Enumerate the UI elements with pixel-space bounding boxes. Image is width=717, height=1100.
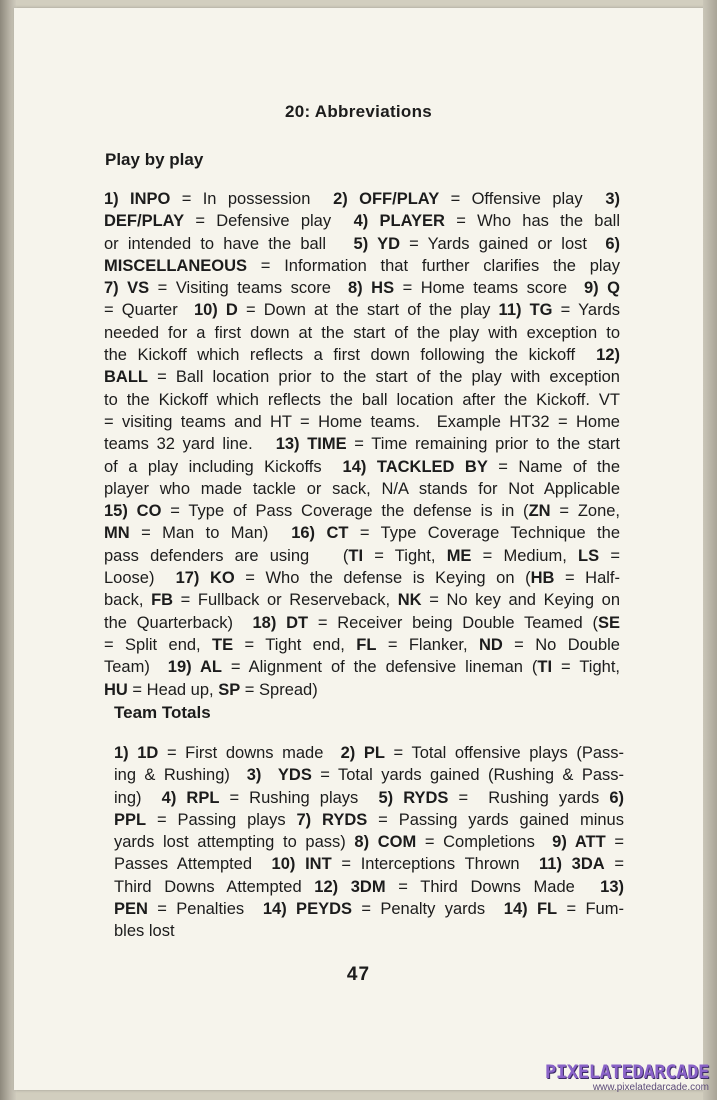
definition-text: = Total yards gained (Rushing & Pass- xyxy=(311,766,624,785)
abbreviation-term: 14) FL xyxy=(503,900,558,919)
abbreviation-term: MISCELLANEOUS xyxy=(104,256,248,275)
definition-text: = Head up, xyxy=(127,680,219,699)
text-line xyxy=(114,787,624,809)
definition-text: = Type Coverage Technique the xyxy=(348,524,620,543)
abbreviation-term: 5) RYDS xyxy=(378,788,449,807)
text-line xyxy=(114,764,624,786)
abbreviation-term: LS xyxy=(578,546,600,565)
definition-text: = Tight, xyxy=(363,546,447,565)
text-line xyxy=(104,344,620,366)
abbreviation-term: 19) AL xyxy=(167,658,222,677)
text-line xyxy=(114,809,624,831)
abbreviation-term: 2) OFF/PLAY xyxy=(333,190,440,208)
definition-text: = xyxy=(605,833,624,852)
abbreviation-term: 3) xyxy=(605,190,620,208)
abbreviation-term: TE xyxy=(212,635,234,654)
text-line xyxy=(104,634,620,656)
definition-text: = Time remaining prior to the start xyxy=(346,435,620,454)
definition-text: = xyxy=(599,546,620,565)
text-line xyxy=(104,188,620,210)
definition-text: = Offensive play xyxy=(439,190,606,208)
abbreviation-term: SE xyxy=(597,613,620,632)
abbreviation-term: 17) KO xyxy=(175,569,235,588)
definition-text: pass defenders are using ( xyxy=(104,546,349,565)
definition-text: = Rushing plays xyxy=(219,788,379,807)
text-line xyxy=(104,545,620,567)
text-line xyxy=(104,522,620,544)
text-line xyxy=(104,389,620,411)
text-line xyxy=(104,679,620,701)
abbreviation-term: 10) INT xyxy=(271,855,332,874)
section-heading-play-by-play: Play by play xyxy=(105,150,204,169)
watermark-logo-text: PIXELATEDARCADE xyxy=(544,1061,709,1083)
page-title: 20: Abbreviations xyxy=(284,102,433,121)
abbreviation-term: 14) TACKLED BY xyxy=(342,457,488,476)
definition-text: = Flanker, xyxy=(376,635,479,654)
definition-text: = Information that further clarifies the play xyxy=(247,256,620,275)
definition-text: = Interceptions Thrown xyxy=(331,855,539,874)
text-line xyxy=(104,233,620,255)
definition-text: = Zone, xyxy=(550,502,621,521)
definition-text: or intended to have the ball xyxy=(104,234,354,253)
abbreviation-term: 14) PEYDS xyxy=(262,900,352,919)
text-line xyxy=(104,456,620,478)
abbreviation-term: 16) CT xyxy=(291,524,349,543)
definition-text: = Ball location prior to the start of the play with exception xyxy=(148,368,620,387)
definition-text: teams 32 yard line. xyxy=(104,435,276,454)
abbreviation-term: PPL xyxy=(114,810,147,829)
definition-text: = Fullback or Reserveback, xyxy=(173,591,398,610)
definition-text: = In possession xyxy=(170,190,334,208)
play-by-play-paragraph xyxy=(104,188,620,701)
watermark xyxy=(519,1062,709,1094)
definition-text: = Completions xyxy=(416,833,553,852)
text-line xyxy=(114,920,624,942)
text-line xyxy=(104,411,620,433)
definition-text: = Who has the ball xyxy=(444,212,620,231)
definition-text: = Passing plays xyxy=(146,810,297,829)
definition-text: = Medium, xyxy=(471,546,579,565)
watermark-url: www.pixelatedarcade.com xyxy=(592,1082,709,1093)
abbreviation-term: 11) 3DA xyxy=(539,855,605,874)
text-line xyxy=(114,898,624,920)
abbreviation-term: 3) YDS xyxy=(246,766,312,785)
abbreviation-term: 4) RPL xyxy=(161,788,220,807)
definition-text: = Visiting teams score xyxy=(149,279,348,298)
abbreviation-term: 8) COM xyxy=(354,833,417,852)
abbreviation-term: 1) INPO xyxy=(104,190,171,208)
abbreviation-term: TI xyxy=(537,658,553,677)
abbreviation-term: 18) DT xyxy=(252,613,309,632)
definition-text: ing & Rushing) xyxy=(114,766,247,785)
text-line xyxy=(104,612,620,634)
definition-text: = Spread) xyxy=(240,680,318,699)
abbreviation-term: 5) YD xyxy=(353,234,400,253)
text-line xyxy=(104,478,620,500)
abbreviation-term: 13) TIME xyxy=(275,435,347,454)
definition-text: to the Kickoff which reflects the ball location after the Kickoff. VT xyxy=(104,390,620,409)
abbreviation-term: 13) xyxy=(600,877,624,896)
abbreviation-term: 12) xyxy=(596,346,620,365)
definition-text: = Down at the start of the play xyxy=(237,301,499,320)
definition-text: the Quarterback) xyxy=(104,613,253,632)
definition-text: Third Downs Attempted xyxy=(114,877,315,896)
text-line xyxy=(104,322,620,344)
definition-text: = Alignment of the defensive lineman ( xyxy=(221,658,538,677)
team-totals-paragraph xyxy=(114,742,624,943)
definition-text: = No key and Keying on xyxy=(421,591,621,610)
abbreviation-term: FL xyxy=(356,635,377,654)
definition-text: = Penalty yards xyxy=(352,900,504,919)
definition-text: = Split end, xyxy=(104,635,213,654)
definition-text: = Who the defense is Keying on ( xyxy=(234,569,531,588)
definition-text: = xyxy=(604,855,624,874)
text-line xyxy=(104,277,620,299)
definition-text: of a play including Kickoffs xyxy=(104,457,343,476)
text-line xyxy=(104,299,620,321)
definition-text: Team) xyxy=(104,658,168,677)
text-line xyxy=(104,567,620,589)
definition-text: = Home teams score xyxy=(394,279,584,298)
abbreviation-term: FB xyxy=(151,591,174,610)
definition-text: = Type of Pass Coverage the defense is in ( xyxy=(161,502,529,521)
abbreviation-term: 8) HS xyxy=(347,279,395,298)
text-line xyxy=(114,742,624,764)
text-line xyxy=(104,210,620,232)
definition-text: Passes Attempted xyxy=(114,855,272,874)
page-number: 47 xyxy=(346,964,371,985)
text-line xyxy=(114,831,624,853)
abbreviation-term: 6) xyxy=(609,788,624,807)
abbreviation-term: 7) RYDS xyxy=(296,810,368,829)
abbreviation-term: SP xyxy=(218,680,241,699)
text-line xyxy=(104,500,620,522)
text-line xyxy=(104,656,620,678)
definition-text: = visiting teams and HT = Home teams. Example HT32 = Home xyxy=(104,412,620,431)
definition-text: = Man to Man) xyxy=(129,524,292,543)
abbreviation-term: 4) PLAYER xyxy=(353,212,445,231)
page-edge-shadow xyxy=(703,0,717,1100)
definition-text: Loose) xyxy=(104,569,176,588)
section-heading-team-totals: Team Totals xyxy=(114,703,211,722)
definition-text: = Name of the xyxy=(487,457,620,476)
definition-text: = Penalties xyxy=(147,900,263,919)
definition-text: needed for a first down at the start of the play with exception to xyxy=(104,323,620,342)
definition-text: = Rushing yards xyxy=(448,788,610,807)
definition-text: back, xyxy=(104,591,152,610)
definition-text: = First downs made xyxy=(158,744,341,762)
definition-text: = Tight, xyxy=(552,658,620,677)
abbreviation-term: TI xyxy=(348,546,364,565)
abbreviation-term: 12) 3DM xyxy=(314,877,386,896)
definition-text: yards lost attempting to pass) xyxy=(114,833,355,852)
definition-text: = Passing yards gained minus xyxy=(367,810,624,829)
definition-text: = Receiver being Double Teamed ( xyxy=(308,613,598,632)
abbreviation-term: HU xyxy=(104,680,128,699)
definition-text: the Kickoff which reflects a first down following the kickoff xyxy=(104,346,597,365)
abbreviation-term: ME xyxy=(446,546,472,565)
definition-text: bles lost xyxy=(114,922,175,941)
abbreviation-term: DEF/PLAY xyxy=(104,212,185,231)
abbreviation-term: ND xyxy=(478,635,503,654)
definition-text: = Tight end, xyxy=(233,635,357,654)
definition-text: = Yards gained or lost xyxy=(400,234,606,253)
text-line xyxy=(104,366,620,388)
text-line xyxy=(114,876,624,898)
abbreviation-term: HB xyxy=(530,569,555,588)
text-line xyxy=(104,589,620,611)
text-line xyxy=(114,853,624,875)
abbreviation-term: BALL xyxy=(104,368,148,387)
abbreviation-term: 1) 1D xyxy=(114,744,159,762)
abbreviation-term: 6) xyxy=(605,234,620,253)
definition-text: = Half- xyxy=(554,569,620,588)
definition-text: player who made tackle or sack, N/A stands for Not Applicable xyxy=(104,479,620,498)
definition-text: = No Double xyxy=(502,635,620,654)
abbreviation-term: ZN xyxy=(528,502,551,521)
abbreviation-term: NK xyxy=(397,591,422,610)
definition-text: = Defensive play xyxy=(184,212,354,231)
abbreviation-term: MN xyxy=(104,524,130,543)
abbreviation-term: 2) PL xyxy=(340,744,385,762)
definition-text: = Third Downs Made xyxy=(385,877,601,896)
abbreviation-term: 9) Q xyxy=(584,279,621,298)
abbreviation-term: 9) ATT xyxy=(552,833,606,852)
text-line xyxy=(104,255,620,277)
definition-text: = Yards xyxy=(552,301,620,320)
definition-text: = Quarter xyxy=(104,301,194,320)
definition-text: = Fum- xyxy=(557,900,624,919)
abbreviation-term: 15) CO xyxy=(104,502,162,521)
abbreviation-term: PEN xyxy=(114,900,148,919)
abbreviation-term: 11) TG xyxy=(498,301,553,320)
abbreviation-term: 10) D xyxy=(193,301,238,320)
text-line xyxy=(104,433,620,455)
definition-text: ing) xyxy=(114,788,162,807)
definition-text: = Total offensive plays (Pass- xyxy=(384,744,625,762)
abbreviation-term: 7) VS xyxy=(104,279,150,298)
